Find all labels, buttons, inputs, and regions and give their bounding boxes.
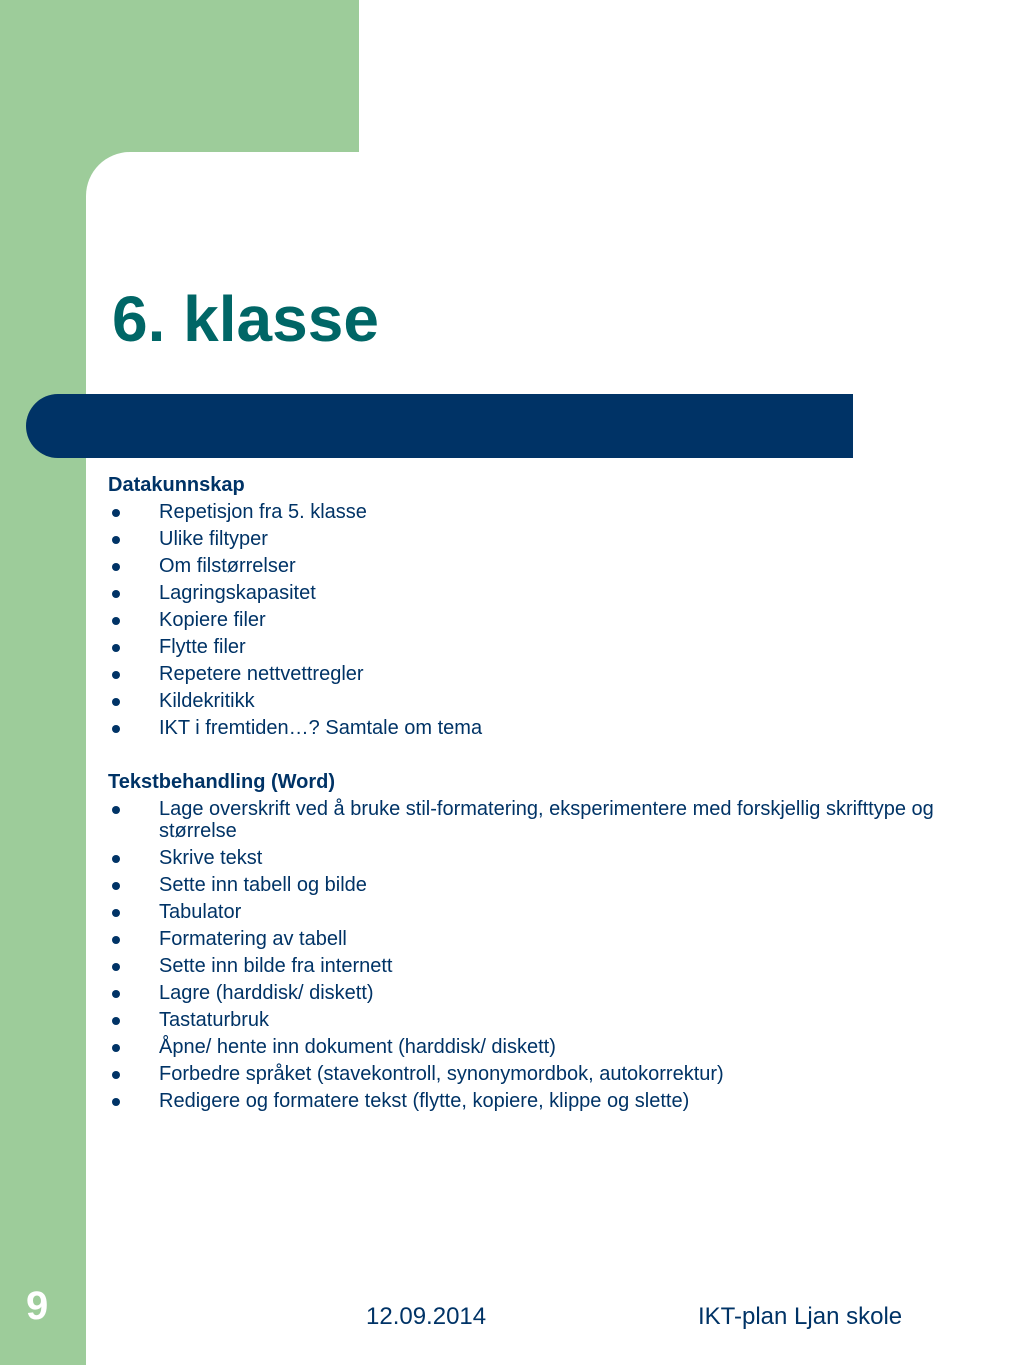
list-item: [108, 580, 948, 607]
list-item-text: IKT i fremtiden…? Samtale om tema: [159, 717, 483, 739]
section-datakunnskap: [108, 472, 948, 742]
bullet-icon: [112, 963, 120, 971]
bullet-icon: [112, 882, 120, 890]
footer-organization: IKT-plan Ljan skole: [698, 1303, 903, 1330]
list-item-text: Lage overskrift ved å bruke stil-formatering, eksperimentere med forskjellig skrifttype og størrelse: [159, 798, 934, 842]
title-underline-bar: [26, 394, 853, 458]
bullet-list: [108, 499, 948, 742]
list-item: [108, 607, 948, 634]
bullet-icon: [112, 644, 120, 652]
bullet-icon: [112, 509, 120, 517]
list-item: [108, 926, 948, 953]
list-item-text: Sette inn tabell og bilde: [159, 874, 367, 896]
list-item-text: Ulike filtyper: [159, 528, 268, 550]
section-tekstbehandling: [108, 769, 948, 1115]
slide-number: 9: [26, 1284, 49, 1328]
slide-content: [108, 472, 948, 1115]
list-item: [108, 526, 948, 553]
bullet-icon: [112, 1044, 120, 1052]
list-item-text: Sette inn bilde fra internett: [159, 955, 393, 977]
list-item: [108, 1061, 948, 1088]
list-item: [108, 553, 948, 580]
bullet-icon: [112, 536, 120, 544]
list-item-text: Redigere og formatere tekst (flytte, kopiere, klippe og slette): [159, 1090, 690, 1112]
list-item-text: Forbedre språket (stavekontroll, synonymordbok, autokorrektur): [159, 1063, 724, 1085]
bullet-icon: [112, 698, 120, 706]
list-item: [108, 661, 948, 688]
bullet-icon: [112, 590, 120, 598]
list-item: [108, 796, 948, 845]
bullet-icon: [112, 1071, 120, 1079]
list-item: [108, 634, 948, 661]
list-item-text: Flytte filer: [159, 636, 246, 658]
list-item-text: Lagringskapasitet: [159, 582, 316, 604]
bullet-icon: [112, 806, 120, 814]
section-heading: Tekstbehandling (Word): [108, 771, 336, 793]
bullet-icon: [112, 1017, 120, 1025]
list-item: [108, 845, 948, 872]
list-item-text: Lagre (harddisk/ diskett): [159, 982, 374, 1004]
list-item-text: Skrive tekst: [159, 847, 263, 869]
list-item: [108, 980, 948, 1007]
list-item: [108, 499, 948, 526]
list-item-text: Kildekritikk: [159, 690, 255, 712]
list-item-text: Tastaturbruk: [159, 1009, 270, 1031]
bullet-icon: [112, 1098, 120, 1106]
bullet-list: [108, 796, 948, 1115]
bullet-icon: [112, 909, 120, 917]
bullet-icon: [112, 563, 120, 571]
list-item: [108, 1088, 948, 1115]
list-item-text: Kopiere filer: [159, 609, 266, 631]
list-item: [108, 688, 948, 715]
bullet-icon: [112, 990, 120, 998]
bullet-icon: [112, 936, 120, 944]
list-item: [108, 715, 948, 742]
list-item-text: Om filstørrelser: [159, 555, 296, 577]
list-item-text: Repetere nettvettregler: [159, 663, 364, 685]
list-item: [108, 872, 948, 899]
list-item: [108, 953, 948, 980]
list-item: [108, 1034, 948, 1061]
section-heading: Datakunnskap: [108, 474, 245, 496]
list-item: [108, 899, 948, 926]
bullet-icon: [112, 671, 120, 679]
list-item-text: Tabulator: [159, 901, 242, 923]
footer-date: 12.09.2014: [366, 1303, 487, 1330]
list-item-text: Repetisjon fra 5. klasse: [159, 501, 367, 523]
bullet-icon: [112, 617, 120, 625]
list-item-text: Formatering av tabell: [159, 928, 347, 950]
list-item-text: Åpne/ hente inn dokument (harddisk/ diskett): [159, 1036, 556, 1058]
bullet-icon: [112, 725, 120, 733]
bullet-icon: [112, 855, 120, 863]
list-item: [108, 1007, 948, 1034]
slide-title: 6. klasse: [112, 283, 379, 355]
